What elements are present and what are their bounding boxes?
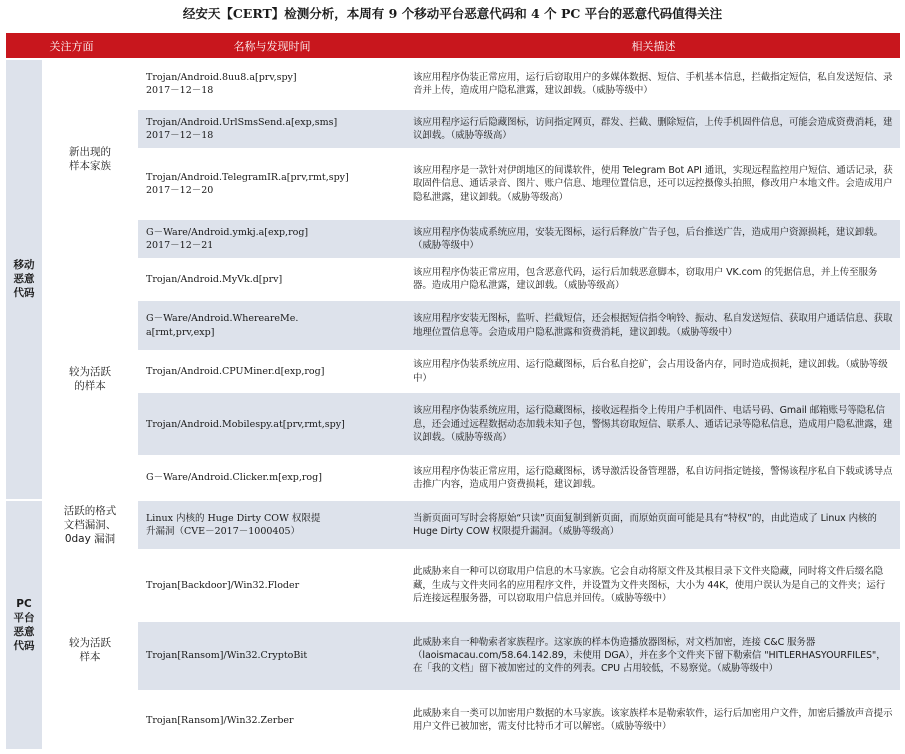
threat-name-cell: Trojan[Ransom]/Win32.CryptoBit bbox=[137, 621, 407, 691]
table-row bbox=[6, 59, 900, 109]
threat-name-cell: Trojan/Android.MyVk.d[prv] bbox=[137, 259, 407, 301]
threat-name-cell: Trojan[Backdoor]/Win32.Floder bbox=[137, 550, 407, 620]
threat-name-cell: Trojan/Android.CPUMiner.d[exp,rog] bbox=[137, 351, 407, 393]
subgroup-pc-vuln: 活跃的格式 文档漏洞、 0day 漏洞 bbox=[43, 500, 137, 550]
threat-name-cell: G－Ware/Android.Clicker.m[exp,rog] bbox=[137, 456, 407, 500]
table-row bbox=[6, 550, 900, 620]
threat-description: 该应用程序伪装正常应用，包含恶意代码，运行后加载恶意脚本，窃取用户 VK.com 的凭据信息，并上传至服务器。造成用户隐私泄露，建议卸载。（威胁等级高） bbox=[407, 259, 900, 301]
subgroup-mobile-active: 较为活跃 的样本 bbox=[43, 259, 137, 500]
threat-name-cell: Trojan/Android.8uu8.a[prv,spy] 2017－12－18 bbox=[137, 59, 407, 109]
table-row bbox=[6, 500, 900, 550]
table-row bbox=[6, 456, 900, 500]
table-row bbox=[6, 109, 900, 148]
table-row bbox=[6, 392, 900, 456]
category-pc: PC 平台 恶意 代码 bbox=[6, 500, 43, 750]
header-name-time: 名称与发现时间 bbox=[137, 33, 407, 59]
table-row bbox=[6, 300, 900, 350]
threat-description: 该应用程序伪装正常应用，运行隐藏图标，诱导激活设备管理器，私自访问指定链接，警惕该程序私自下载或诱导点击推广内容，造成用户资费损耗，建议卸载。 bbox=[407, 456, 900, 500]
category-mobile: 移动 恶意 代码 bbox=[6, 59, 43, 500]
table-row bbox=[6, 259, 900, 301]
header-focus: 关注方面 bbox=[6, 33, 137, 59]
threat-description: 该应用程序伪装成系统应用，安装无图标，运行后释放广告子包，后台推送广告，造成用户资源损耗，建议卸载。（威胁等级中） bbox=[407, 219, 900, 258]
threat-description: 此威胁来自一种勒索者家族程序。这家族的样本伪造播放器图标，对文档加密，连接 C&C 服务器（laoismacau.com/58.64.142.89，未使用 DGA），并在多个文件夹下留下勒索信 "HITLERHASYOURFILES"，在「我的文档」留下被加密过的文件的列表。CPU 占用较低，不易察觉。（威胁等级中） bbox=[407, 621, 900, 691]
threat-description: 当新页面可写时会将原始“只读”页面复制到新页面，而原始页面可能是具有“特权”的，由此造成了 Linux 内核的 Huge Dirty COW 权限提升漏洞。（威胁等级高） bbox=[407, 500, 900, 550]
subgroup-pc-active: 较为活跃 样本 bbox=[43, 550, 137, 750]
threat-description: 该应用程序安装无图标，监听、拦截短信，还会根据短信指令响铃、振动、私自发送短信、获取用户通话信息、获取地理位置信息等。会造成用户隐私泄露和资费消耗，建议卸载。（威胁等级中） bbox=[407, 300, 900, 350]
threat-name-cell: Trojan/Android.Mobilespy.at[prv,rmt,spy] bbox=[137, 392, 407, 456]
threat-description: 该应用程序伪装系统应用，运行隐藏图标，接收远程指令上传用户手机固件、电话号码、Gmail 邮箱账号等隐私信息，还会通过远程数据动态加载未知子包，警惕其窃取短信、联系人、通话记录等隐私信息，造成用户隐私泄露，建议卸载。（威胁等级高） bbox=[407, 392, 900, 456]
header-description: 相关描述 bbox=[407, 33, 900, 59]
table-row bbox=[6, 351, 900, 393]
table-row bbox=[6, 691, 900, 750]
threat-name-cell: Linux 内核的 Huge Dirty COW 权限提 升漏洞（CVE－2017－1000405） bbox=[137, 500, 407, 550]
threat-name-cell: G－Ware/Android.ymkj.a[exp,rog] 2017－12－21 bbox=[137, 219, 407, 258]
threat-description: 此威胁来自一类可以加密用户数据的木马家族。该家族样本是勒索软件，运行后加密用户文件，加密后播放声音提示用户文件已被加密，需支付比特币才可以解密。（威胁等级中） bbox=[407, 691, 900, 750]
threat-table bbox=[6, 33, 900, 751]
threat-description: 该应用程序是一款针对伊朗地区的间谍软件，使用 Telegram Bot API 通讯，实现远程监控用户短信、通话记录，获取固件信息、通话录音、图片、账户信息、地理位置信息，还可以远控摄像头拍照，修改用户本地文件。会造成用户隐私泄露，建议卸载。（威胁等级高） bbox=[407, 149, 900, 219]
threat-name-cell: Trojan/Android.TelegramIR.a[prv,rmt,spy] 2017－12－20 bbox=[137, 149, 407, 219]
threat-description: 该应用程序运行后隐藏图标，访问指定网页，群发、拦截、删除短信，上传手机固件信息，可能会造成资费消耗，建议卸载。（威胁等级高） bbox=[407, 109, 900, 148]
subgroup-mobile-new: 新出现的 样本家族 bbox=[43, 59, 137, 259]
threat-description: 该应用程序伪装系统应用、运行隐藏图标，后台私自挖矿，会占用设备内存，同时造成损耗，建议卸载。（威胁等级中） bbox=[407, 351, 900, 393]
threat-name-cell: Trojan[Ransom]/Win32.Zerber bbox=[137, 691, 407, 750]
table-row bbox=[6, 621, 900, 691]
table-header-row bbox=[6, 33, 900, 59]
table-row bbox=[6, 149, 900, 219]
threat-name-cell: G－Ware/Android.WhereareMe. a[rmt,prv,exp] bbox=[137, 300, 407, 350]
page-title: 经安天【CERT】检测分析，本周有 9 个移动平台恶意代码和 4 个 PC 平台的恶意代码值得关注 bbox=[182, 6, 723, 21]
table-row bbox=[6, 219, 900, 258]
threat-name-cell: Trojan/Android.UrlSmsSend.a[exp,sms] 2017－12－18 bbox=[137, 109, 407, 148]
threat-description: 该应用程序伪装正常应用，运行后窃取用户的多媒体数据、短信、手机基本信息，拦截指定短信，私自发送短信、录音并上传，造成用户隐私泄露，建议卸载。（威胁等级中） bbox=[407, 59, 900, 109]
threat-description: 此威胁来自一种可以窃取用户信息的木马家族。它会自动将原文件及其根目录下文件夹隐藏，同时将文件后缀名隐藏，生成与文件夹同名的应用程序文件，并设置为文件夹图标，大小为 44K，使用户误认为是自己的文件夹；运行后连接远程服务器，可以窃取用户信息并回传。（威胁等级中） bbox=[407, 550, 900, 620]
